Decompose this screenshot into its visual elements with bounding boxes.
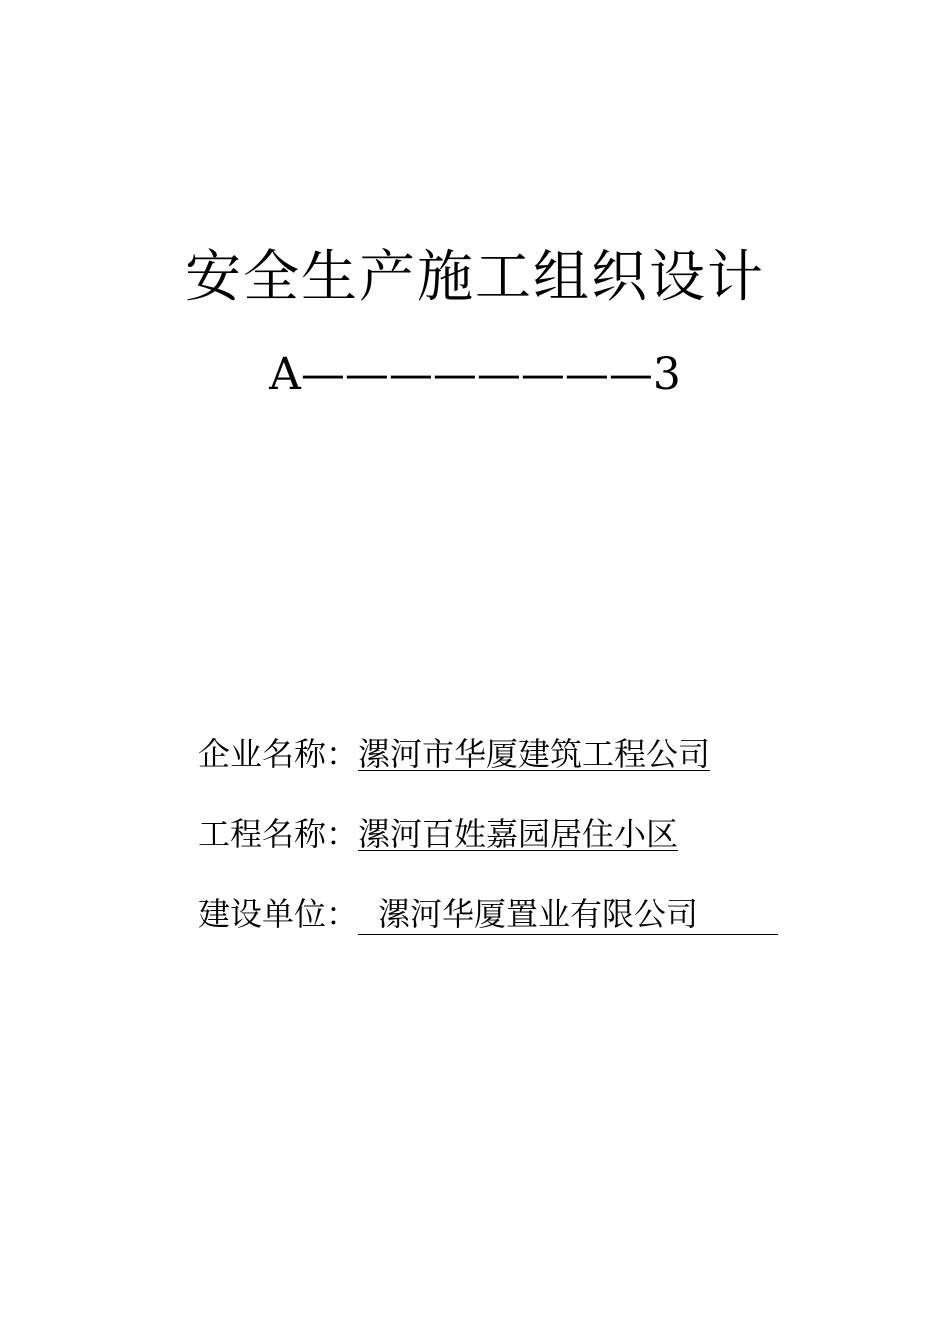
developer-row [198, 890, 778, 938]
document-title: 安全生产施工组织设计 [185, 245, 765, 310]
project-value: 漯河百姓嘉园居住小区 [358, 815, 679, 853]
company-value: 漯河市华厦建筑工程公司 [358, 735, 711, 773]
project-label: 工程名称： [198, 815, 359, 853]
developer-label: 建设单位： [198, 895, 359, 933]
company-row [198, 730, 710, 778]
developer-value: 漯河华厦置业有限公司 [358, 894, 778, 935]
company-label: 企业名称： [198, 735, 359, 773]
project-row [198, 810, 678, 858]
document-code: A————————3 [269, 349, 681, 400]
